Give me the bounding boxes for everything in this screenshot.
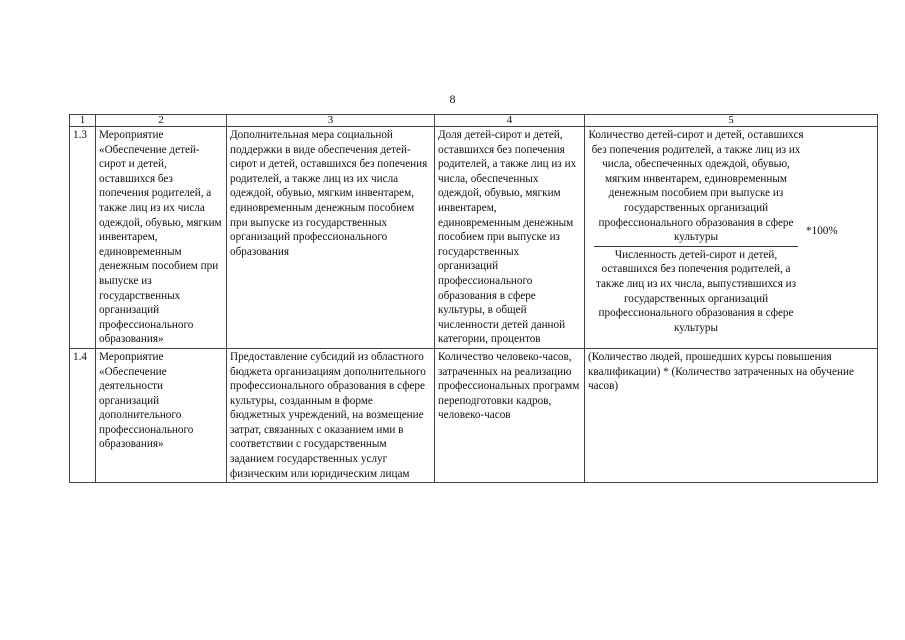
header-cell: 1 xyxy=(70,115,96,127)
header-cell: 4 xyxy=(435,115,585,127)
header-cell: 2 xyxy=(96,115,227,127)
table-header-row xyxy=(70,115,878,127)
measure-cell: Дополнительная мера социальной поддержки в виде обеспечения детей-сирот и детей, оставшихся без попечения родителей, а также лиц из их числа одеждой, обувью, мягким инвентарем, единовременным денежным пособием при выпуске из государственных организаций профессионального образования xyxy=(227,127,435,349)
event-cell: Мероприятие «Обеспечение деятельности организаций дополнительного профессионального образования» xyxy=(96,348,227,482)
page-number: 8 xyxy=(449,92,456,106)
formula-multiplier: *100% xyxy=(806,225,838,238)
header-cell: 3 xyxy=(227,115,435,127)
header-cell: 5 xyxy=(585,115,878,127)
formula-denominator: Численность детей-сирот и детей, оставшихся без попечения родителей, а также лиц из их числа, выпустившихся из государственных организаций профессионального образования в сфере культуры xyxy=(595,248,797,334)
formula-cell: (Количество людей, прошедших курсы повышения квалификации) * (Количество затраченных на обучение часов) xyxy=(585,348,878,482)
event-cell: Мероприятие «Обеспечение детей-сирот и детей, оставшихся без попечения родителей, а также лиц из их числа одеждой, обувью, мягким инвентарем, единовременным денежным пособием при выпуске из государственных организаций профессионального образования» xyxy=(96,127,227,349)
document-table xyxy=(69,114,878,483)
formula xyxy=(588,128,874,335)
indicator-cell: Количество человеко-часов, затраченных на реализацию профессиональных программ переподготовки кадров, человеко-часов xyxy=(435,348,585,482)
measure-cell: Предоставление субсидий из областного бюджета организациям дополнительного профессионального образования в сфере культуры, созданным в форме бюджетных учреждений, на возмещение затрат, связанных с оказанием ими в соответствии с государственным заданием государственных услуг физическим или юридическим лицам xyxy=(227,348,435,482)
row-number: 1.3 xyxy=(70,127,96,349)
formula-cell xyxy=(585,127,878,349)
table-row xyxy=(70,348,878,482)
formula-numerator: Количество детей-сирот и детей, оставшихся без попечения родителей, а также лиц из их числа, обеспеченных одеждой, обувью, мягким инвентарем, единовременным денежным пособием при выпуске из государственных организаций профессионального образования в сфере культуры xyxy=(588,129,804,244)
row-number: 1.4 xyxy=(70,348,96,482)
indicator-cell: Доля детей-сирот и детей, оставшихся без попечения родителей, а также лиц из их числа, обеспеченных одеждой, обувью, мягким инвентарем, единовременным денежным пособием при выпуске из государственных организаций профессионального образования в сфере культуры, в общей численности детей данной категории, процентов xyxy=(435,127,585,349)
table-row xyxy=(70,127,878,349)
fraction xyxy=(588,128,804,335)
